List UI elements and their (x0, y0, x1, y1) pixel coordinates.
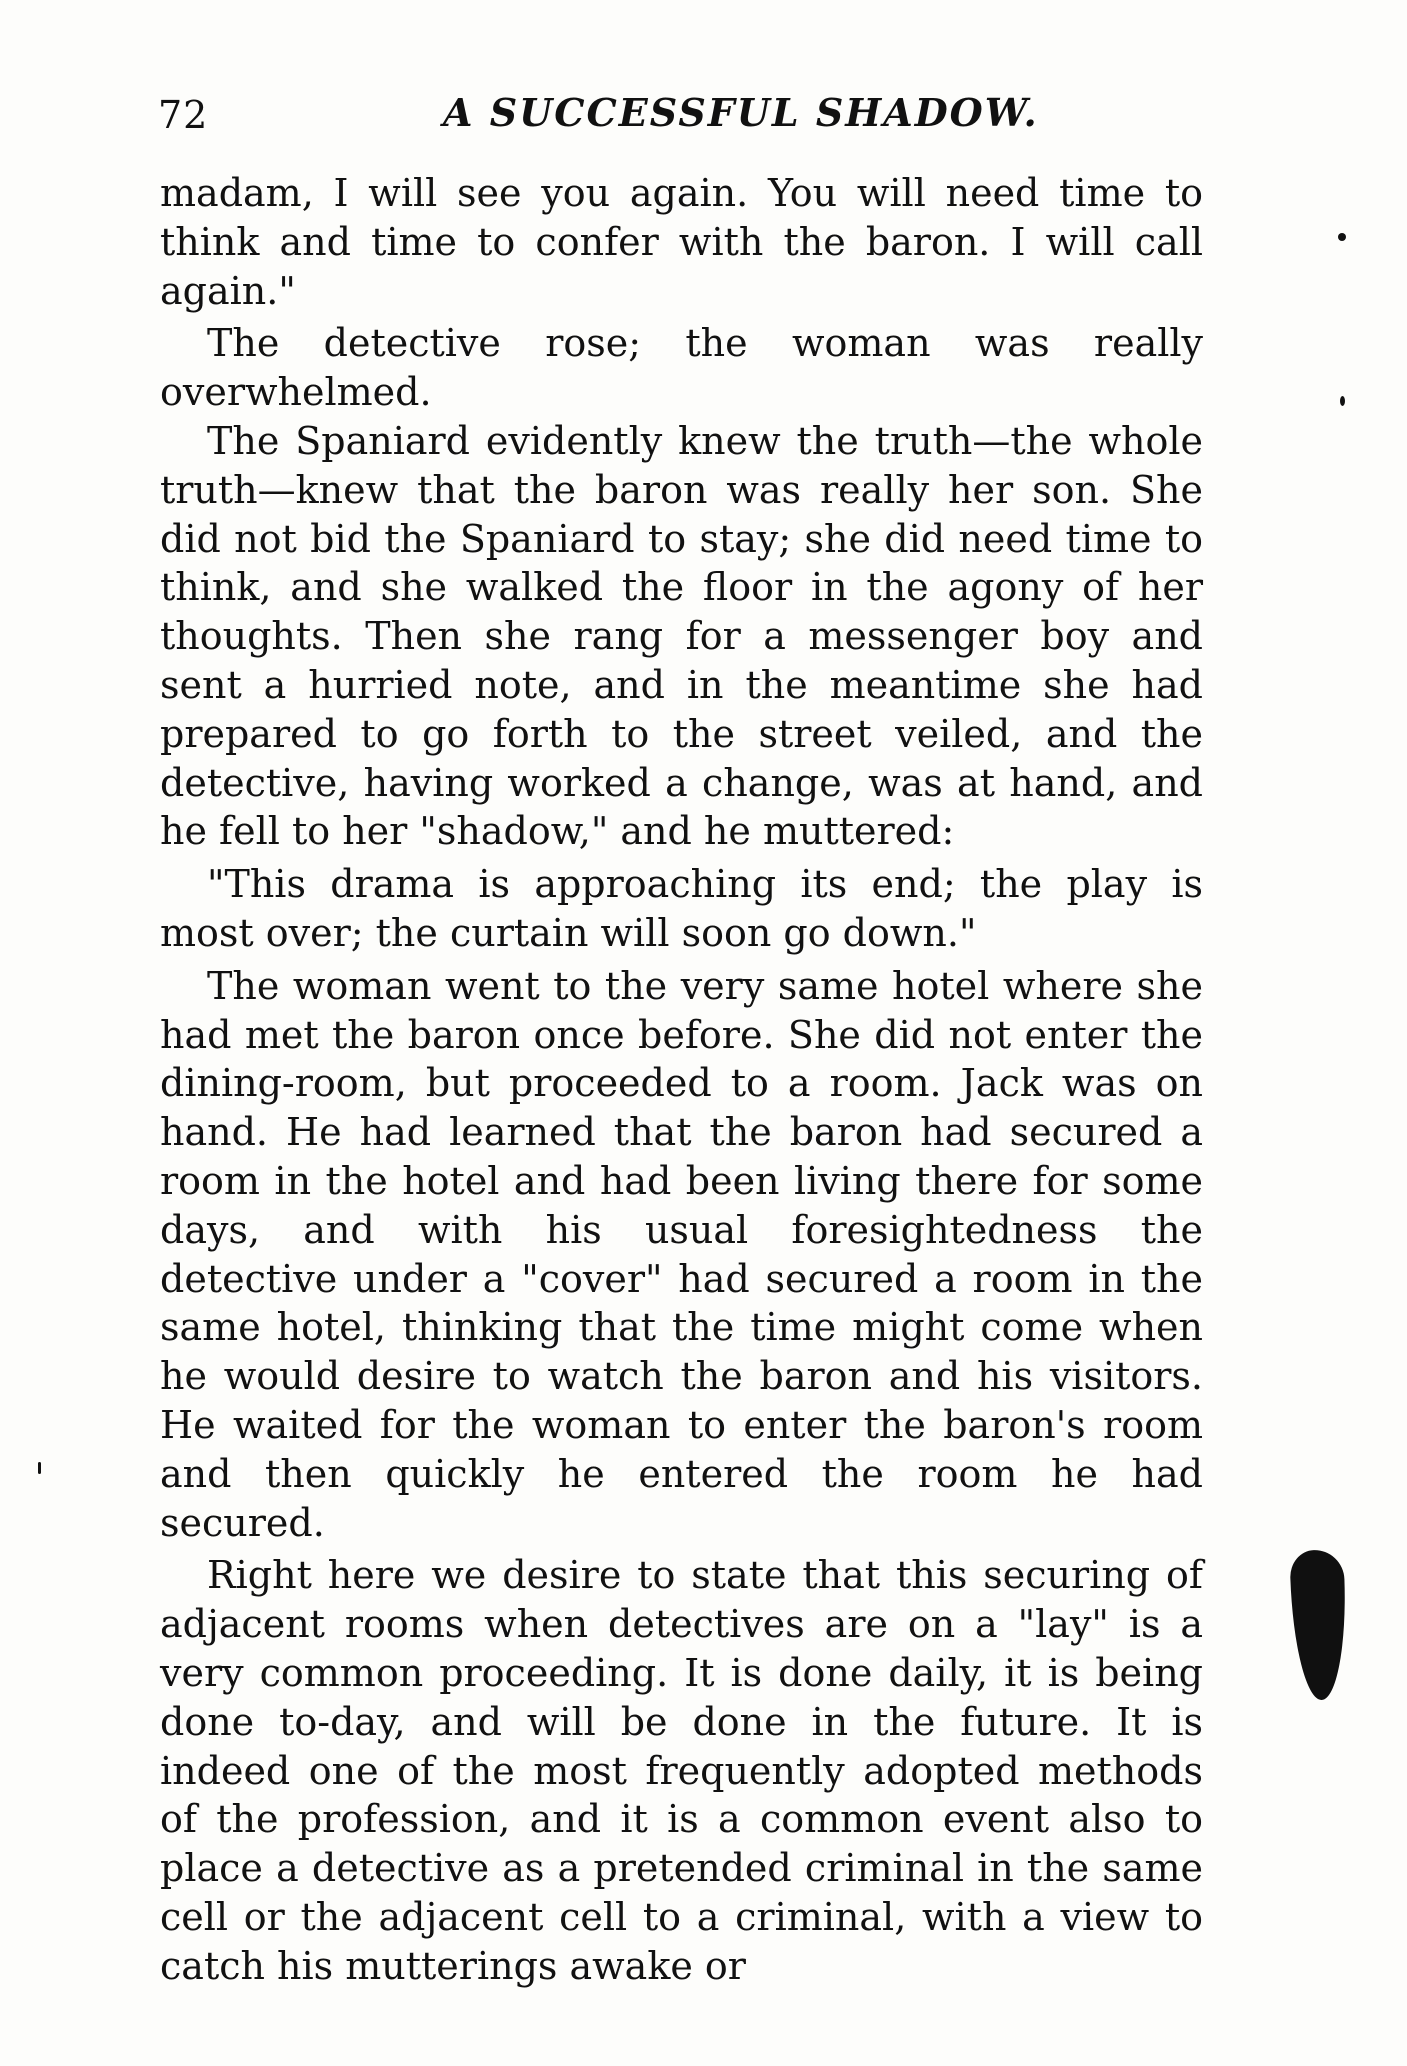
paragraph-3: The Spaniard evidently knew the truth—the whole truth—knew that the baron was really her son. She did not bid the Spaniard to stay; she did need time to think, and she walked the floor in the agony of her thoughts. Then she rang for a messenger boy and sent a hurried note, and in the meantime she had prepared to go forth to the street veiled, and the detective, having worked a change, was at hand, and he fell to her "shadow," and he muttered: (160, 418, 1203, 854)
paragraph-4: "This drama is approaching its end; the play is most over; the curtain will soon go down." (160, 862, 1203, 955)
page-number: 72 (158, 93, 209, 137)
running-title: A SUCCESSFUL SHADOW. (443, 90, 1039, 135)
ink-speck (38, 1462, 41, 1474)
page-header (158, 88, 1208, 148)
paragraph-1: madam, I will see you again. You will need time to think and time to confer with the baron. I will call again." (160, 171, 1203, 313)
ink-speck (1338, 233, 1346, 241)
ink-blot (1289, 1549, 1348, 1701)
body-text (160, 169, 1203, 1990)
paragraph-6: Right here we desire to state that this securing of adjacent rooms when detectives are on a "lay" is a very common proceeding. It is done daily, it is being done to-day, and will be done in the future. It is indeed one of the most frequently adopted methods of the profession, and it is a common event also to place a detective as a pretended criminal in the same cell or the adjacent cell to a criminal, with a view to catch his mutterings awake or (160, 1553, 1203, 1988)
ink-speck (1340, 396, 1345, 406)
paragraph-2: The detective rose; the woman was really overwhelmed. (160, 321, 1203, 415)
paragraph-5: The woman went to the very same hotel where she had met the baron once before. She did not enter the dining-room, but proceeded to a room. Jack was on hand. He had learned that the baron had secured a room in the hotel and had been living there for some days, and with his usual foresightedness the detective under a "cover" had secured a room in the same hotel, thinking that the time might come when he would desire to watch the baron and his visitors. He waited for the woman to enter the baron's room and then quickly he entered the room he had secured. (160, 963, 1203, 1545)
